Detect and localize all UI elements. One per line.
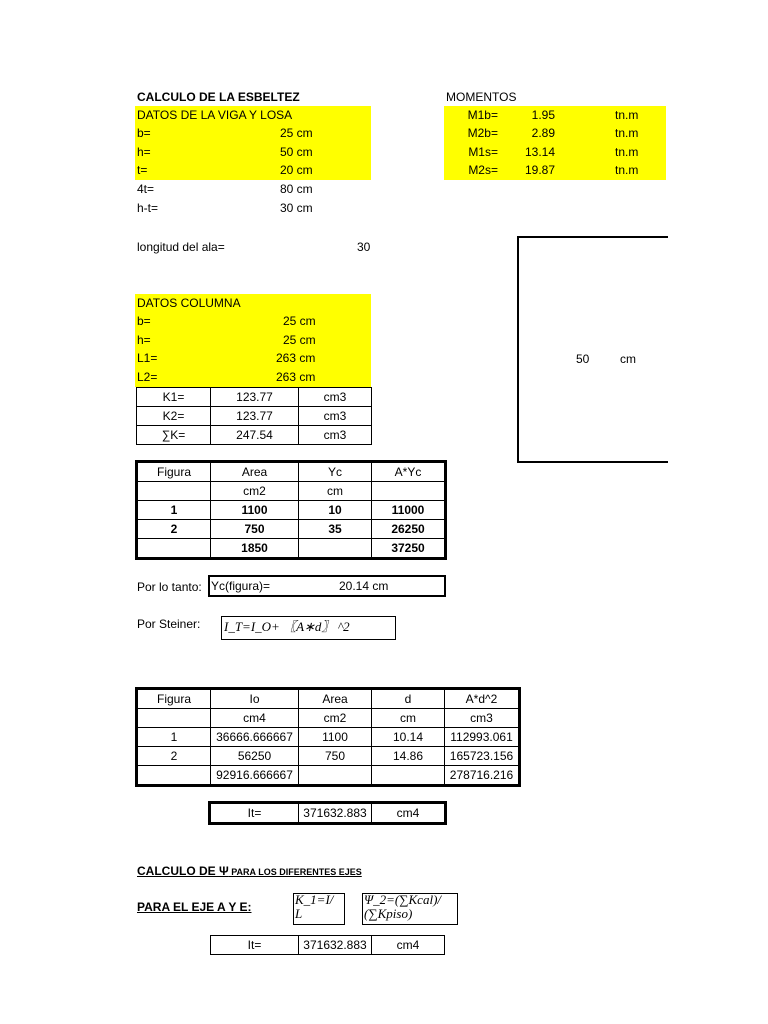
table-cell (138, 766, 211, 785)
table-cell: 1850 (211, 539, 299, 558)
eje-label: PARA EL EJE A Y E: (137, 900, 252, 914)
k-formula (295, 893, 333, 921)
table-cell: 750 (211, 520, 299, 539)
table-cell (138, 539, 211, 558)
momentos-title: MOMENTOS (446, 90, 517, 104)
diagram-unit: cm (620, 352, 636, 366)
k-formula-line1: K_1=I/ (295, 892, 334, 907)
table-unit: cm (372, 709, 445, 728)
table-header: Yc (299, 463, 372, 482)
yc-label: Yc(figura)= (211, 579, 271, 593)
viga-label-h: h= (137, 145, 151, 159)
table-header: Area (299, 690, 372, 709)
table-unit: cm4 (211, 709, 299, 728)
table-row (138, 539, 445, 558)
psi-formula-line2: (∑Kpiso) (364, 906, 413, 921)
table-row (138, 728, 519, 747)
yc-value: 20.14 cm (339, 579, 389, 593)
table-cell (372, 766, 445, 785)
table-cell: 1 (138, 728, 211, 747)
table-cell: 1100 (299, 728, 372, 747)
table-unit (138, 709, 211, 728)
viga-label-t: t= (137, 163, 148, 177)
it-value: 371632.883 (299, 936, 372, 955)
table-header: Area (211, 463, 299, 482)
table-header: d (372, 690, 445, 709)
table-cell: 278716.216 (445, 766, 519, 785)
momento-value-m2s: 19.87 (524, 163, 555, 177)
momento-unit-m2s: tn.m (615, 163, 639, 177)
k-label: K2= (137, 407, 211, 426)
k-unit: cm3 (299, 407, 372, 426)
viga-value-b: 25 cm (280, 126, 313, 140)
columna-label-l2: L2= (137, 370, 158, 384)
table-cell: 2 (138, 747, 211, 766)
viga-label-4t: 4t= (137, 182, 155, 196)
ala-label: longitud del ala= (137, 240, 225, 254)
table-cell: 92916.666667 (211, 766, 299, 785)
k-value: 247.54 (211, 426, 299, 445)
momento-value-m1b: 1.95 (531, 108, 555, 122)
table-cell: 14.86 (372, 747, 445, 766)
psi-title-big: CALCULO DE Ψ (137, 864, 229, 878)
it-value: 371632.883 (299, 804, 372, 823)
table-header: Figura (138, 463, 211, 482)
table-cell: 56250 (211, 747, 299, 766)
k-value: 123.77 (211, 388, 299, 407)
table-unit (138, 482, 211, 501)
table-row (138, 747, 519, 766)
momento-label-m1b: M1b= (467, 108, 498, 122)
table-cell: 112993.061 (445, 728, 519, 747)
k-value: 123.77 (211, 407, 299, 426)
table-header: Io (211, 690, 299, 709)
table-unit: cm2 (299, 709, 372, 728)
momento-label-m2s: M2s= (468, 163, 498, 177)
table-cell: 10 (299, 501, 372, 520)
table-cell: 750 (299, 747, 372, 766)
viga-value-ht: 30 cm (280, 201, 313, 215)
momento-unit-m1s: tn.m (615, 145, 639, 159)
table-cell: 35 (299, 520, 372, 539)
viga-value-4t: 80 cm (280, 182, 313, 196)
momento-label-m1s: M1s= (468, 145, 498, 159)
it-unit: cm4 (372, 936, 445, 955)
inertia-table (137, 689, 519, 785)
columna-title: DATOS COLUMNA (137, 296, 241, 310)
steiner-label: Por Steiner: (137, 617, 201, 631)
viga-value-h: 50 cm (280, 145, 313, 159)
psi-title-small: PARA LOS DIFERENTES EJES (228, 867, 362, 877)
viga-value-t: 20 cm (280, 163, 313, 177)
table-cell: 1100 (211, 501, 299, 520)
k-label: K1= (137, 388, 211, 407)
psi-formula-line1: Ψ_2=(∑Kcal)/ (364, 892, 442, 907)
momento-value-m1s: 13.14 (524, 145, 555, 159)
table-cell: 10.14 (372, 728, 445, 747)
esbeltez-title: CALCULO DE LA ESBELTEZ (137, 90, 300, 104)
table-cell: 37250 (372, 539, 445, 558)
table-cell: 36666.666667 (211, 728, 299, 747)
table-row (138, 501, 445, 520)
table-unit: cm (299, 482, 372, 501)
table-cell: 26250 (372, 520, 445, 539)
table-cell: 1 (138, 501, 211, 520)
table-header: Figura (138, 690, 211, 709)
momento-unit-m2b: tn.m (615, 126, 639, 140)
table-header: A*d^2 (445, 690, 519, 709)
table-row (138, 520, 445, 539)
table-cell (299, 766, 372, 785)
yc-prefix: Por lo tanto: (137, 580, 202, 594)
it-unit: cm4 (372, 804, 445, 823)
steiner-formula: I_T=I_O+ 〖A∗d〗 ^2 (224, 619, 350, 634)
table-unit: cm2 (211, 482, 299, 501)
it-label: It= (211, 936, 299, 955)
k-label: ∑K= (137, 426, 211, 445)
it-label: It= (211, 804, 299, 823)
table-unit (372, 482, 445, 501)
diagram-value: 50 (576, 352, 590, 366)
k-formula-line2: L (295, 906, 303, 921)
viga-label-b: b= (137, 126, 151, 140)
columna-label-l1: L1= (137, 351, 158, 365)
columna-value-h: 25 cm (283, 333, 316, 347)
momento-value-m2b: 2.89 (531, 126, 555, 140)
it-table-2 (210, 935, 445, 955)
table-cell: 11000 (372, 501, 445, 520)
viga-label-ht: h-t= (137, 201, 159, 215)
columna-value-b: 25 cm (283, 314, 316, 328)
centroid-table (137, 462, 445, 558)
momento-label-m2b: M2b= (467, 126, 498, 140)
section-diagram (517, 236, 668, 463)
psi-formula (364, 893, 441, 921)
momento-unit-m1b: tn.m (615, 108, 639, 122)
columna-value-l2: 263 cm (276, 370, 316, 384)
psi-title (137, 862, 362, 881)
table-cell: 2 (138, 520, 211, 539)
table-cell: 165723.156 (445, 747, 519, 766)
k-unit: cm3 (299, 388, 372, 407)
ala-value: 30 (357, 240, 371, 254)
table-cell (299, 539, 372, 558)
table-row (138, 766, 519, 785)
columna-value-l1: 263 cm (276, 351, 316, 365)
table-unit: cm3 (445, 709, 519, 728)
k-unit: cm3 (299, 426, 372, 445)
viga-title: DATOS DE LA VIGA Y LOSA (137, 108, 293, 122)
columna-label-b: b= (137, 314, 151, 328)
table-header: A*Yc (372, 463, 445, 482)
columna-label-h: h= (137, 333, 151, 347)
it-table-1 (210, 803, 445, 823)
k-table (136, 387, 372, 445)
